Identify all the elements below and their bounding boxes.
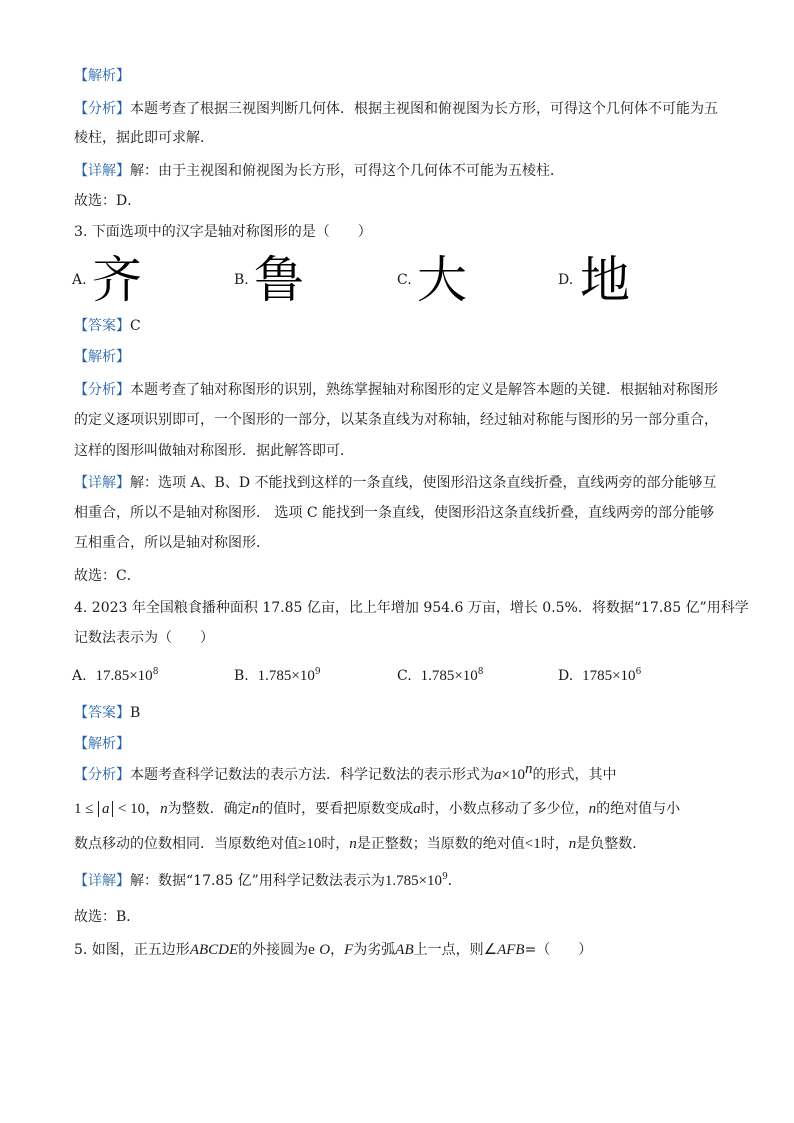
q3-option-d-char: 地 <box>580 251 630 309</box>
analysis-text: 是正整数；当原数的绝对值 <box>356 836 525 852</box>
q3-option-a-label: A. <box>72 272 87 288</box>
stem-text: 上一点，则 <box>413 942 484 958</box>
xiangjie-tag: 【详解】 <box>74 873 130 889</box>
detail-text: 解：选项 A、B、D 不能找到这样的一条直线，使图形沿这条直线折叠，直线两旁的部分能够互 <box>130 475 717 491</box>
lt-one: <1 <box>524 836 541 852</box>
analysis-text: 时， <box>540 836 569 852</box>
analysis-text: 的值时，要看把原数变成 <box>259 801 414 817</box>
daan-tag: 【答案】 <box>74 705 130 721</box>
answer-value: C <box>130 318 141 334</box>
ineq-left: 1 ≤ <box>74 801 94 817</box>
abs-var: a <box>101 801 110 817</box>
var-f: F <box>344 942 354 958</box>
detail-line <box>74 871 462 891</box>
xiangjie-tag: 【详解】 <box>74 475 130 491</box>
daan-tag: 【答案】 <box>74 318 130 334</box>
q3-option-b-label: B. <box>234 272 249 288</box>
analysis-line <box>74 99 718 119</box>
xiangjie-tag: 【详解】 <box>74 163 130 179</box>
detail-exponent: 9 <box>442 872 448 882</box>
analysis-line <box>74 380 718 400</box>
var-n: n <box>160 801 168 817</box>
choice-line: 故选：D． <box>74 193 142 209</box>
option-value: 17.85×10 <box>95 668 153 684</box>
analysis-text: 是负整数． <box>576 836 647 852</box>
analysis-text: 时， <box>321 836 350 852</box>
option-exponent: 6 <box>635 667 642 677</box>
angle-symbol: ∠ <box>483 942 498 958</box>
q3-option-c-label: C. <box>397 272 412 288</box>
formula-base: ×10 <box>501 767 525 783</box>
stem-text: =（ ） <box>524 942 593 958</box>
analysis-text: 数点移动的位数相同．当原数绝对值 <box>74 836 298 852</box>
detail-line: 相重合，所以不是轴对称图形． 选项 C 能找到一条直线，使图形沿这条直线折叠，直线两旁的部分能够 <box>74 505 715 521</box>
analysis-text: 时，小数点移动了多少位， <box>420 801 589 817</box>
q4-option-d <box>558 666 641 686</box>
stem-text: 5. 如图，正五边形 <box>74 942 190 958</box>
analysis-text: 本题考查科学记数法的表示方法．科学记数法的表示形式为 <box>130 767 494 783</box>
q3-option-d-label: D. <box>558 272 574 288</box>
question-3-stem: 3. 下面选项中的汉字是轴对称图形的是（ ） <box>74 224 372 240</box>
option-label: B. <box>234 668 249 684</box>
fenxi-tag: 【分析】 <box>74 767 130 783</box>
var-n: n <box>251 801 260 817</box>
analysis-line: 这样的图形叫做轴对称图形．据此解答即可． <box>74 443 354 459</box>
analysis-line <box>74 761 617 785</box>
var-a: a <box>413 801 421 817</box>
analysis-line: 的定义逐项识别即可，一个图形的一部分，以某条直线为对称轴，经过轴对称能与图形的另一部分重合， <box>74 412 718 428</box>
var-n: n <box>588 801 597 817</box>
analysis-text: 的形式，其中 <box>532 767 617 783</box>
q4-option-b <box>234 666 321 686</box>
formula-exponent: n <box>524 761 533 777</box>
option-label: C. <box>397 668 412 684</box>
option-exponent: 9 <box>314 667 321 677</box>
choice-line: 故选：C． <box>74 568 141 584</box>
analysis-line: 棱柱，据此即可求解． <box>74 130 214 146</box>
analysis-text: 本题考查了根据三视图判断几何体．根据主视图和俯视图为长方形，可得这个几何体不可能为五 <box>130 101 718 117</box>
formula-a: a <box>494 767 502 783</box>
option-value: 1.785×10 <box>420 668 478 684</box>
q3-option-a-char: 齐 <box>92 251 142 309</box>
var-n: n <box>568 836 577 852</box>
option-label: A. <box>72 668 87 684</box>
var-afb: AFB <box>497 942 525 958</box>
var-ab: AB <box>395 942 414 958</box>
detail-value: 1.785×10 <box>384 873 443 889</box>
option-value: 1.785×10 <box>257 668 315 684</box>
option-exponent: 8 <box>477 667 484 677</box>
option-exponent: 8 <box>152 667 159 677</box>
choice-line: 故选：B． <box>74 909 141 925</box>
analysis-text: 本题考查了轴对称图形的识别，熟练掌握轴对称图形的定义是解答本题的关键．根据轴对称图形 <box>130 382 718 398</box>
detail-line <box>74 161 564 181</box>
question-5-stem <box>74 940 592 960</box>
stem-text: ， <box>330 942 345 958</box>
analysis-text: 为整数．确定 <box>167 801 252 817</box>
q3-option-b-char: 鲁 <box>254 251 304 309</box>
circle-symbol: e <box>308 942 315 958</box>
jiexi-tag: 【解析】 <box>74 736 130 752</box>
question-4-stem: 4. 2023 年全国粮食播种面积 17.85 亿亩，比上年增加 954.6 万亩，增长 0.5%．将数据“17.85 亿”用科学 <box>74 600 749 616</box>
detail-line <box>74 473 717 493</box>
var-n: n <box>349 836 357 852</box>
detail-text: ． <box>447 873 462 889</box>
ge-ten: ≥10 <box>298 836 322 852</box>
detail-line: 互相重合，所以是轴对称图形． <box>74 535 270 551</box>
question-4-stem: 记数法表示为（ ） <box>74 630 214 646</box>
abs-a <box>98 801 114 817</box>
answer-value: B <box>130 705 141 721</box>
analysis-line <box>74 799 680 819</box>
analysis-line <box>74 834 646 854</box>
q4-option-c <box>397 666 484 686</box>
var-o: O <box>319 942 331 958</box>
answer-line <box>74 703 140 723</box>
ineq-right: < 10， <box>117 801 161 817</box>
q3-option-c-char: 大 <box>417 251 467 309</box>
stem-text: 为劣弧 <box>353 942 396 958</box>
jiexi-tag: 【解析】 <box>74 68 130 84</box>
fenxi-tag: 【分析】 <box>74 382 130 398</box>
analysis-text: 的绝对值与小 <box>596 801 681 817</box>
var-pentagon: ABCDE <box>189 942 239 958</box>
q4-option-a <box>72 666 158 686</box>
fenxi-tag: 【分析】 <box>74 101 130 117</box>
answer-line <box>74 316 141 336</box>
detail-text: 解：由于主视图和俯视图为长方形，可得这个几何体不可能为五棱柱． <box>130 163 564 179</box>
option-label: D. <box>558 668 574 684</box>
option-value: 1785×10 <box>582 668 636 684</box>
jiexi-tag: 【解析】 <box>74 349 130 365</box>
detail-text: 解：数据“17.85 亿”用科学记数法表示为 <box>130 873 385 889</box>
stem-text: 的外接圆为 <box>238 942 309 958</box>
